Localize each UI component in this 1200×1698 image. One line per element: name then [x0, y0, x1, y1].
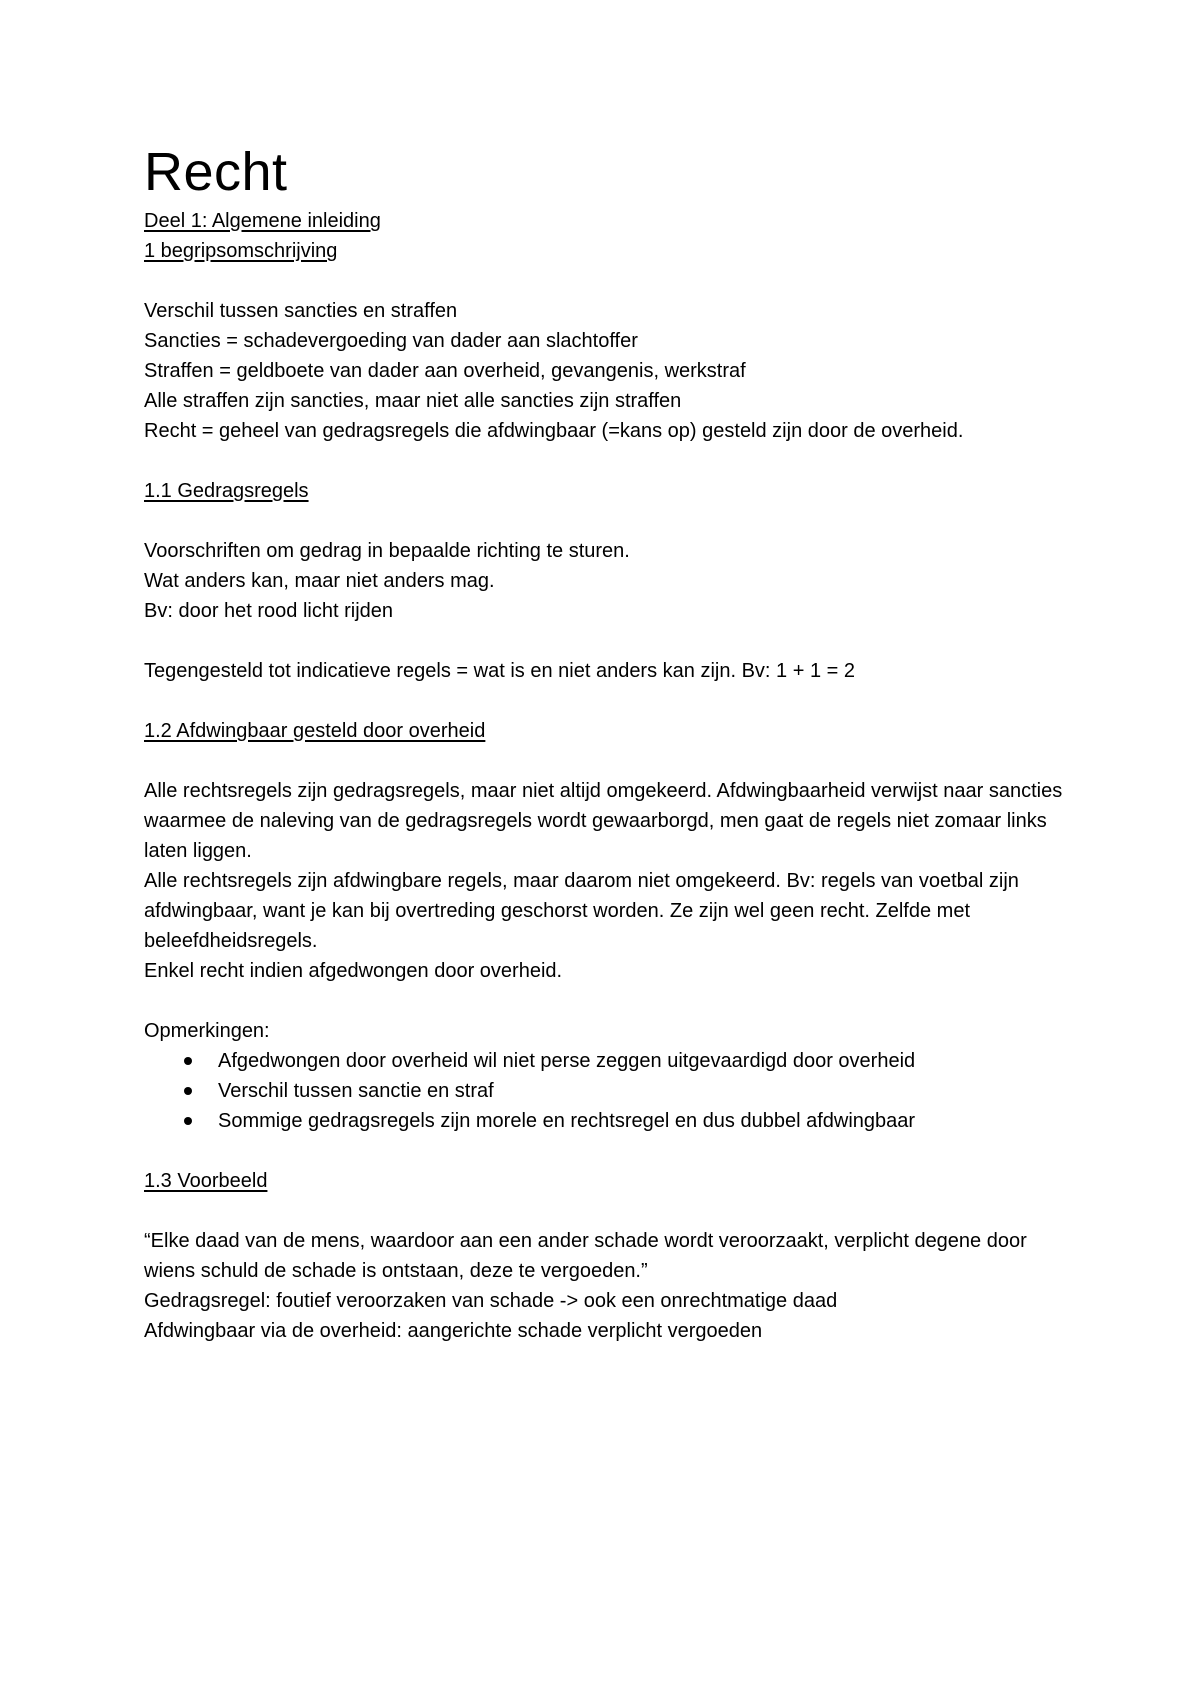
section-1-3-line: Afdwingbaar via de overheid: aangerichte schade verplicht vergoeden — [144, 1320, 763, 1342]
section-1-1-line: Voorschriften om gedrag in bepaalde richting te sturen. — [144, 540, 630, 562]
spacer — [144, 446, 1074, 476]
spacer — [144, 1196, 1074, 1226]
bullet-icon — [184, 1057, 192, 1065]
intro-line: Recht = geheel van gedragsregels die afdwingbaar (=kans op) gesteld zijn door de overheid. — [144, 420, 964, 442]
spacer — [144, 746, 1074, 776]
document-content — [144, 140, 1074, 1346]
list-item-text: Afgedwongen door overheid wil niet perse zeggen uitgevaardigd door overheid — [218, 1050, 916, 1072]
section-1-1-line: Wat anders kan, maar niet anders mag. — [144, 570, 495, 592]
spacer — [144, 1136, 1074, 1166]
section-1-2-paragraph: Alle rechtsregels zijn afdwingbare regels, maar daarom niet omgekeerd. Bv: regels van voetbal zijn afdwingbaar, want je kan bij overtreding geschorst worden. Ze zijn wel geen recht. Zelfde met beleefdheidsregels. — [144, 870, 1019, 952]
section-1-1-heading: 1.1 Gedragsregels — [144, 480, 309, 502]
list-item-text: Verschil tussen sanctie en straf — [218, 1080, 494, 1102]
section-1-2-paragraph: Alle rechtsregels zijn gedragsregels, maar niet altijd omgekeerd. Afdwingbaarheid verwijst naar sancties waarmee de naleving van de gedragsregels wordt gewaarborgd, men gaat de regels niet zomaar links laten liggen. — [144, 780, 1063, 862]
intro-line: Verschil tussen sancties en straffen — [144, 300, 458, 322]
list-item — [184, 1076, 1074, 1106]
intro-line: Sancties = schadevergoeding van dader aan slachtoffer — [144, 330, 638, 352]
section-1-2-heading: 1.2 Afdwingbaar gesteld door overheid — [144, 720, 486, 742]
remarks-list — [144, 1046, 1074, 1136]
bullet-icon — [184, 1117, 192, 1125]
intro-line: Alle straffen zijn sancties, maar niet alle sancties zijn straffen — [144, 390, 682, 412]
section-1-2-paragraph: Enkel recht indien afgedwongen door overheid. — [144, 960, 563, 982]
part-heading: Deel 1: Algemene inleiding — [144, 210, 381, 232]
spacer — [144, 686, 1074, 716]
spacer — [144, 506, 1074, 536]
section-1-3-heading: 1.3 Voorbeeld — [144, 1170, 268, 1192]
bullet-icon — [184, 1087, 192, 1095]
section-1-1-extra: Tegengesteld tot indicatieve regels = wat is en niet anders kan zijn. Bv: 1 + 1 = 2 — [144, 660, 855, 682]
list-item-text: Sommige gedragsregels zijn morele en rechtsregel en dus dubbel afdwingbaar — [218, 1110, 916, 1132]
spacer — [144, 626, 1074, 656]
spacer — [144, 266, 1074, 296]
document-title: Recht — [144, 142, 288, 202]
chapter-heading: 1 begripsomschrijving — [144, 240, 338, 262]
spacer — [144, 986, 1074, 1016]
intro-line: Straffen = geldboete van dader aan overheid, gevangenis, werkstraf — [144, 360, 746, 382]
section-1-3-line: Gedragsregel: foutief veroorzaken van schade -> ook een onrechtmatige daad — [144, 1290, 838, 1312]
section-1-1-line: Bv: door het rood licht rijden — [144, 600, 394, 622]
section-1-3-quote: “Elke daad van de mens, waardoor aan een ander schade wordt veroorzaakt, verplicht degene door wiens schuld de schade is ontstaan, deze te vergoeden.” — [144, 1230, 1027, 1282]
list-item — [184, 1106, 1074, 1136]
remarks-label: Opmerkingen: — [144, 1020, 270, 1042]
list-item — [184, 1046, 1074, 1076]
